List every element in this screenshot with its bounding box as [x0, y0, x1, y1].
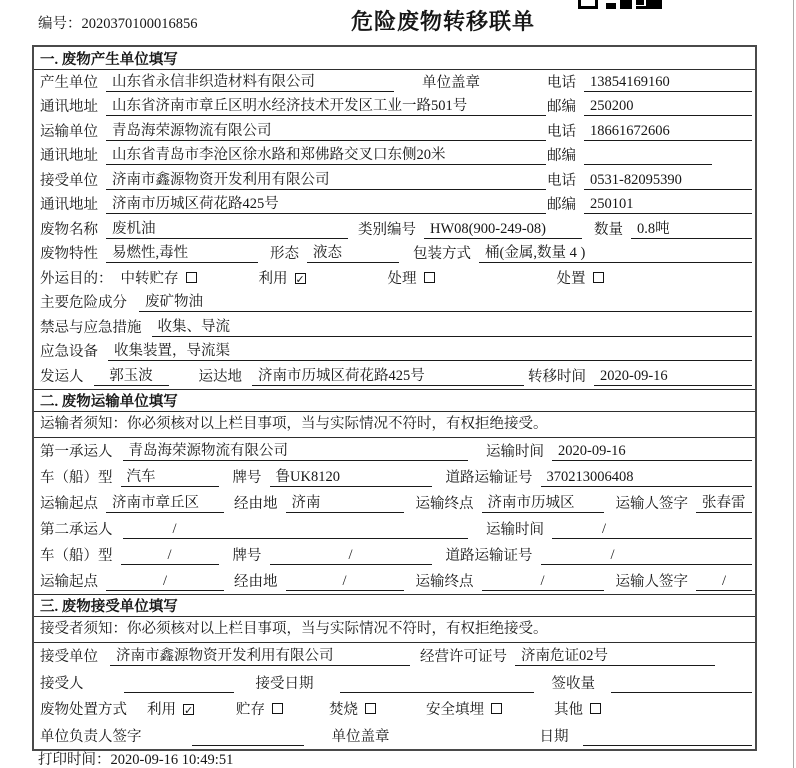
destination-label: 运达地 — [198, 368, 242, 385]
receiver-value: 济南市鑫源物资开发利用有限公司 — [106, 168, 546, 190]
endpoint-value: / — [482, 573, 604, 591]
address-label: 通讯地址 — [40, 197, 98, 213]
origin-value: 济南市章丘区 — [106, 491, 224, 513]
transporter-label: 运输单位 — [40, 123, 98, 140]
qr-code-fragment-icon — [578, 0, 662, 9]
checkbox-icon — [186, 272, 197, 283]
phone-label: 电话 — [547, 123, 576, 140]
waste-traits-row — [34, 242, 755, 267]
disposal-option — [554, 698, 601, 719]
hazard-components-row — [34, 291, 755, 316]
transporter-row — [34, 119, 755, 144]
checkbox-icon — [491, 703, 502, 714]
plate-value: / — [270, 547, 432, 565]
recipient-value — [124, 675, 234, 693]
route2-row — [34, 568, 755, 594]
disposal-option — [236, 698, 283, 719]
license-value: 济南危证02号 — [515, 644, 715, 666]
quantity-label: 数量 — [594, 221, 623, 238]
license-label: 经营许可证号 — [420, 649, 507, 665]
transport-time-value: / — [552, 521, 752, 539]
waste-name-row — [34, 217, 755, 242]
checkbox-icon: ✓ — [295, 272, 305, 286]
purpose-option-label: 中转贮存 — [120, 270, 179, 287]
disposal-option-label: 贮存 — [236, 702, 265, 718]
road-permit-value: 370213006408 — [541, 469, 753, 487]
vehicle-type-label: 车（船）型 — [40, 547, 113, 564]
transfer-time-value: 2020-09-16 — [594, 368, 752, 386]
shipper-label: 发运人 — [40, 368, 84, 385]
carrier-signature-value: / — [696, 573, 752, 591]
phone-value: 18661672606 — [584, 123, 752, 141]
address-label: 通讯地址 — [40, 148, 98, 164]
document-number-label: 编号： — [38, 16, 82, 32]
section3-heading: 三. 废物接受单位填写 — [34, 594, 755, 617]
endpoint-label: 运输终点 — [415, 495, 474, 512]
phone-label: 电话 — [547, 74, 576, 91]
vehicle-type-value: / — [121, 547, 219, 565]
accept-date-value — [340, 675, 534, 693]
zip-label: 邮编 — [547, 148, 576, 164]
section2-heading: 二. 废物运输单位填写 — [34, 389, 755, 412]
producer-address-row — [34, 95, 755, 120]
emergency-value: 收集、导流 — [152, 315, 753, 337]
vehicle2-row — [34, 542, 755, 568]
origin-value: / — [106, 573, 224, 591]
signed-quantity-value — [611, 675, 752, 693]
hazard-label: 主要危险成分 — [40, 295, 127, 311]
window-edge-divider — [793, 0, 794, 768]
carrier2-value: / — [123, 521, 468, 539]
transfer-time-label: 转移时间 — [528, 368, 586, 385]
dispatch-row — [34, 364, 755, 389]
print-time — [38, 748, 233, 768]
producer-value: 山东省永信非织造材料有限公司 — [106, 70, 394, 92]
zip-value: 250200 — [584, 98, 752, 116]
producer-row — [34, 70, 755, 95]
origin-label: 运输起点 — [40, 573, 98, 590]
road-permit-label: 道路运输证号 — [445, 547, 533, 564]
purpose-option-label: 处理 — [387, 270, 417, 287]
accepting-unit-row — [34, 643, 755, 670]
address-value: 山东省青岛市李沧区徐水路和郑佛路交叉口东侧20米 — [106, 143, 546, 165]
purpose-option-label: 处置 — [556, 270, 586, 287]
section1-heading: 一. 废物产生单位填写 — [34, 47, 755, 70]
manifest-form — [32, 45, 757, 751]
carrier2-label: 第二承运人 — [40, 521, 113, 538]
carrier-signature-label: 运输人签字 — [615, 573, 688, 590]
purpose-option — [557, 267, 604, 288]
page-title: 危险废物转移联单 — [350, 9, 535, 34]
phone-value: 0531-82095390 — [584, 172, 752, 190]
responsible-signature-label: 单位负责人签字 — [40, 728, 142, 745]
purpose-option-label: 利用 — [258, 270, 288, 287]
destination-value: 济南市历城区荷花路425号 — [252, 364, 524, 386]
transport-time-label: 运输时间 — [486, 521, 544, 538]
vehicle-type-label: 车（船）型 — [40, 469, 113, 486]
disposal-option — [426, 698, 502, 719]
date-value — [583, 728, 753, 746]
disposal-method-row — [34, 696, 755, 723]
shipper-value: 郭玉波 — [94, 364, 169, 386]
checkbox-icon — [272, 703, 283, 714]
via-label: 经由地 — [234, 573, 278, 590]
carrier-signature-label: 运输人签字 — [615, 495, 688, 512]
qr-block — [578, 0, 598, 9]
zip-value — [584, 147, 712, 165]
vehicle-type-value: 汽车 — [121, 465, 219, 487]
packaging-label: 包装方式 — [413, 246, 471, 262]
plate-label: 牌号 — [232, 547, 262, 564]
disposal-option — [147, 698, 194, 719]
producer-label: 产生单位 — [40, 74, 98, 91]
purpose-label: 外运目的： — [40, 270, 113, 287]
plate-value: 鲁UK8120 — [270, 465, 432, 487]
category-label: 类别编号 — [358, 221, 416, 238]
unit-seal-label: 单位盖章 — [331, 728, 390, 745]
phone-label: 电话 — [547, 172, 576, 189]
qr-block — [636, 0, 644, 5]
accepting-unit-label: 接受单位 — [40, 649, 98, 665]
checkbox-icon — [424, 272, 435, 283]
emergency-label: 禁忌与应急措施 — [40, 319, 142, 336]
origin-label: 运输起点 — [40, 495, 98, 512]
disposal-option-label: 利用 — [147, 702, 176, 718]
route1-row — [34, 490, 755, 516]
form-state-value: 液态 — [307, 241, 399, 263]
packaging-value: 桶(金属,数量 4 ) — [479, 241, 752, 263]
checkbox-icon — [365, 703, 376, 714]
address-label: 通讯地址 — [40, 99, 98, 115]
seal-label: 单位盖章 — [422, 74, 480, 91]
traits-label: 废物特性 — [40, 246, 98, 262]
purpose-option — [388, 267, 435, 288]
address-value: 山东省济南市章丘区明水经济技术开发区工业一路501号 — [106, 94, 546, 116]
emergency-measures-row — [34, 315, 755, 340]
disposal-method-label: 废物处置方式 — [40, 702, 127, 718]
transporter-value: 青岛海荣源物流有限公司 — [106, 119, 546, 141]
print-time-value: 2020-09-16 10:49:51 — [110, 752, 234, 768]
carrier1-row — [34, 438, 755, 464]
quantity-value: 0.8吨 — [631, 217, 752, 239]
transport-time-label: 运输时间 — [486, 443, 544, 460]
responsible-signature-value — [192, 728, 304, 746]
plate-label: 牌号 — [232, 469, 262, 486]
carrier-signature-value: 张春雷 — [696, 491, 752, 513]
endpoint-label: 运输终点 — [415, 573, 474, 590]
qr-block — [636, 6, 662, 9]
hazard-value: 废矿物油 — [139, 290, 752, 312]
emergency-equipment-row — [34, 340, 755, 365]
transport-purpose-row — [34, 266, 755, 291]
purpose-option — [259, 267, 306, 288]
print-time-label: 打印时间： — [38, 752, 111, 768]
via-value: 济南 — [286, 491, 404, 513]
checkbox-icon — [590, 703, 601, 714]
recipient-label: 接受人 — [40, 675, 84, 692]
vehicle1-row — [34, 464, 755, 490]
receiver-label: 接受单位 — [40, 172, 98, 189]
road-permit-label: 道路运输证号 — [445, 469, 533, 486]
date-label: 日期 — [539, 728, 569, 745]
disposal-option-label: 其他 — [554, 702, 583, 718]
signed-quantity-label: 签收量 — [551, 675, 595, 692]
checkbox-icon: ✓ — [184, 704, 194, 717]
receipt-row — [34, 669, 755, 696]
receiver-row — [34, 168, 755, 193]
category-value: HW08(900-249-08) — [424, 221, 582, 239]
address-value: 济南市历城区荷花路425号 — [106, 192, 546, 214]
accept-date-label: 接受日期 — [255, 675, 314, 692]
document-number-value: 2020370100016856 — [81, 16, 198, 32]
endpoint-value: 济南市历城区 — [482, 491, 604, 513]
disposal-option-label: 安全填埋 — [426, 702, 484, 718]
qr-block — [620, 0, 632, 9]
waste-name-label: 废物名称 — [40, 221, 98, 238]
carrier1-label: 第一承运人 — [40, 443, 113, 460]
checkbox-icon — [593, 272, 604, 283]
zip-value: 250101 — [584, 196, 752, 214]
road-permit-value: / — [541, 547, 753, 565]
equipment-label: 应急设备 — [40, 344, 98, 360]
transporter-address-row — [34, 144, 755, 169]
zip-label: 邮编 — [547, 197, 576, 213]
carrier2-row — [34, 516, 755, 542]
signoff-row — [34, 722, 755, 749]
disposal-option — [329, 698, 376, 719]
traits-value: 易燃性,毒性 — [106, 241, 258, 263]
equipment-value: 收集装置，导流渠 — [108, 339, 752, 361]
waste-name-value: 废机油 — [106, 217, 348, 239]
transport-time-value: 2020-09-16 — [552, 443, 752, 461]
disposal-option-label: 焚烧 — [329, 702, 358, 718]
receiver-address-row — [34, 193, 755, 218]
receiver-notice: 接受者须知：你必须核对以上栏目事项，当与实际情况不符时，有权拒绝接受。 — [34, 617, 755, 643]
carrier1-value: 青岛海荣源物流有限公司 — [123, 439, 468, 461]
zip-label: 邮编 — [547, 99, 576, 115]
purpose-option — [121, 267, 197, 288]
transporter-notice: 运输者须知：你必须核对以上栏目事项，当与实际情况不符时，有权拒绝接受。 — [34, 412, 755, 438]
via-value: / — [286, 573, 404, 591]
form-state-label: 形态 — [270, 246, 299, 262]
qr-block — [606, 3, 616, 9]
phone-value: 13854169160 — [584, 74, 752, 92]
via-label: 经由地 — [234, 495, 278, 512]
accepting-unit-value: 济南市鑫源物资开发利用有限公司 — [110, 644, 410, 666]
